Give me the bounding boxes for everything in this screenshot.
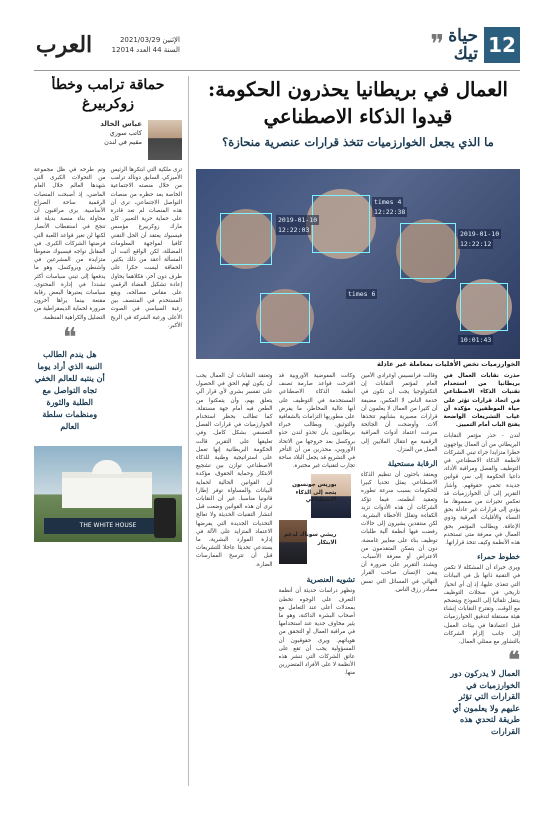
face-box [260,293,310,343]
masthead [34,24,520,66]
opinion-text-1: ترى ملكية التي ابتكرها الرئيس الأميركي السابق دونالد ترامب من خلال منصته الاجتماعية الخاصة بعد حظره من منصات التواصل الاجتماعي، ترى أن هذه المنصات لم تعد قادرة على حماية حرية التعبير. كان مارك زوكربيرغ مؤسس فيسبوك يعتقد أن الحل التقني كافيا لمواجهة المعلومات المضللة، لكن الواقع أثبت أن المسألة أعقد من ذلك بكثير. الحماقة ليست حكرا على طرف دون آخر، فكلاهما يحاول إعادة تشكيل الفضاء الرقمي على مقاس مصالحه، ويقع المستخدم في المنتصف بين رغبة السياسي في الصوت الأعلى ورغبة الشركة في الربح الأكبر. [110,167,182,329]
face-box [220,213,272,265]
body-col-4 [196,372,273,788]
main-article [196,76,520,788]
side-quote [444,647,521,737]
issue-date: الإثنين 2021/03/29 [119,36,180,44]
article-subhead: ما الذي يجعل الخوارزميات تتخذ قرارات عنصرية منحازة؟ [222,135,494,149]
portrait-caption: ريشي سوناك لدعم الابتكار [284,532,337,546]
quote-icon: ❝ [62,322,77,353]
quote-marks-icon: ❞ [430,30,445,60]
quote-icon: ❝ [508,647,520,674]
article-lead: حذرت نقابات العمال في بريطانيا من استخدام تقنيات الذكاء الاصطناعي في اتخاذ قرارات تؤثر على حياة الموظفين، مؤكدة أن غياب التشريعات الواضحة يفتح الباب أمام التمييز. [443,373,520,429]
author-photo [148,120,182,160]
body-text: وقالت فرانسيس أوغرادي الأمين العام لمؤتمر النقابات إن التكنولوجيا يجب أن تكون في خدمة الناس لا العكس، مضيفة أن كثيرا من العمال لا يعلمون أن قرارات مصيرية بشأنهم تتخذها آلات. وأوضحت أن الجائحة سرعت اعتماد أدوات المراقبة الرقمية مع انتقال الملايين إلى العمل من المنزل. [361,373,438,453]
body-text: وتظهر دراسات حديثة أن أنظمة التعرف على الوجوه تخطئ بمعدلات أعلى عند التعامل مع أصحاب البشرة الداكنة، وهو ما يثير مخاوف جدية عند استخدامها في مراقبة العمال أو التحقق من هوياتهم. ويرى حقوقيون أن المسؤولية يجب أن تقع على عاتق الشركات التي تنشر هذه الأنظمة لا على الأفراد المتضررين منها. [278,588,355,677]
article-body [196,372,520,788]
issue-info [100,35,180,55]
section-heading: خطوط حمراء [477,552,520,562]
phone-shape [154,498,176,538]
opinion-column [34,76,182,786]
section-heading: تشويه العنصرية [306,575,355,585]
author-name: عباس الخالد [100,120,142,128]
body-text: ويرى خبراء أن المشكلة لا تكمن في التقنية ذاتها بل في البيانات التي تتغذى عليها، إذ إن أي انحياز تاريخي في سجلات التوظيف ينتقل تلقائيا إلى النموذج ويتضخم مع الوقت. وتقترح النقابات إنشاء هيئة مستقلة لتدقيق الخوارزميات قبل اعتمادها في بيئات العمل، إلى جانب إلزام الشركات بالتشاور مع ممثلي العمال. [443,565,520,646]
photo-tag: 12:22:38 [374,208,406,216]
photo-tag: 12:22:12 [460,240,492,248]
face-box [400,223,456,279]
white-house-photo [34,446,182,542]
section-name [448,27,478,63]
opinion-text-2: وتم طرحه في ظل مجموعة من التحولات الكبرى التي شهدها العالم خلال العام الماضي، إذ أصبحت المنصات الرقمية ساحة الصراع الأساسية. يرى مراقبون أن محاولة بناء منصة بديلة قد تنجح في استقطاب الأنصار لكنها لن تغير قواعد اللعبة التي فرضتها الشركات الكبرى. في المقابل تواجه فيسبوك ضغوطا متزايدة من المشرعين في واشنطن وبروكسل، وهو ما يدفعها إلى تبني سياسات أكثر تشددا في إدارة المحتوى، سياسات يعتبرها البعض رقابة مقنعة بينما يراها آخرون ضرورة لحماية الديمقراطية من التضليل والكراهية المنظمة. [34,167,106,321]
issue-number: السنة 44 العدد 12014 [111,46,180,54]
column-divider [188,76,189,786]
photo-tag: 10:01:43 [460,336,492,344]
opinion-col-2 [34,166,106,438]
body-text: وتعتقد النقابات أن العمال يجب أن يكون لهم الحق في الحصول على تفسير بشري لأي قرار آلي يتعلق بهم، وأن يتمكنوا من الطعن فيه أمام جهة مستقلة. كما تطالب بحظر استخدام الخوارزميات في قرارات الفصل التعسفي بشكل كامل. وفي تعليقها على التقرير قالت الحكومة البريطانية إنها تعمل على استراتيجية وطنية للذكاء الاصطناعي توازن بين تشجيع الابتكار وحماية الحقوق، مؤكدة أن القوانين الحالية لحماية البيانات والمساواة توفر إطارا قانونيا مناسبا. غير أن النقابات ترى أن هذه القوانين وضعت قبل انتشار التقنيات الحديثة ولا تعالج التحديات الجديدة التي يفرضها الاعتماد المتزايد على الآلة في إدارة الموارد البشرية، ما يستدعي تحديثا عاجلا للتشريعات قبل أن تترسخ الممارسات الضارة. [196,373,273,568]
photo-tag: 12:22:03 [278,226,310,234]
body-col-1 [444,372,521,788]
article-headline: العمال في بريطانيا يحذرون الحكومة: قيدوا الذكاء الاصطناعي [208,78,508,128]
opinion-title: حماقة ترامب وخطأ زوكربيرغ [51,77,165,112]
author-block [34,120,182,160]
body-text: وكانت المفوضية الأوروبية قد اقترحت قواعد صارمة تصنف أنظمة الذكاء الاصطناعي المستخدمة في التوظيف على أنها عالية المخاطر، ما يفرض على مطوريها التزامات بالشفافية والتوثيق. ويطالب خبراء بريطانيون بأن تحذو لندن حذو بروكسل بعد خروجها من الاتحاد الأوروبي، محذرين من أن التأخر في التشريع قد يجعل البلاد ساحة تجارب لتقنيات غير مختبرة. [278,373,355,470]
author-meta [100,120,142,147]
portrait-caption: بوريس جونسون يتجه إلى الذكاء الاصطناعي [292,482,337,504]
body-text: لندن - حذر مؤتمر النقابات البريطاني من أن العمال يواجهون خطرا متزايدا جراء تبني الشركات لأنظمة الذكاء الاصطناعي في التوظيف والفصل ومراقبة الأداء، داعيا الحكومة إلى سن قوانين جديدة تحمي حقوقهم. وأشار التقرير إلى أن الخوارزميات قد تعكس تحيزات من صمموها، ما يؤدي إلى قرارات غير عادلة بحق النساء والأقليات العرقية وذوي الإعاقة. ويطالب المؤتمر بحق العمال في معرفة متى تستخدم هذه الأنظمة وكيف تتخذ قراراتها. [443,433,520,547]
section-line2: تيك [453,44,478,64]
body-col-3 [279,372,356,788]
author-role: كاتب سوري [109,129,142,137]
body-col-2 [361,372,438,788]
page-number: 12 [484,27,520,63]
opinion-body [34,166,182,438]
photo-tag: 4 times [374,198,402,206]
opinion-col-1 [111,166,183,438]
house-shape [62,472,152,508]
facial-recognition-photo [196,169,520,359]
face-box [312,195,370,253]
pullquote-text: هل يندم الطالب النبيه الذي أراد يوما أن ينتبه للعالم الخفي تجاه التواصل مع الطلبة والثورة ومنظمات سلطة العالم [34,348,105,431]
top-rule [34,70,520,71]
newspaper-logo: العرب [35,32,93,58]
section-heading: الرقابة مستحيلة [387,459,438,469]
opinion-pullquote [34,322,106,432]
photo-tag: 6 times [348,290,376,298]
section-line1: حياة [448,26,478,46]
portraits-block [279,474,356,570]
photo-tag: 2019-01-10 [278,216,318,224]
photo-tag: 2019-01-10 [460,230,500,238]
photo-caption: الخوارزميات تخص الأقليات بمعاملة غير عادلة [377,360,520,368]
side-quote-text: العمال لا يدركون دور الخوارزميات في القرارات التي تؤثر عليهم ولا يعلمون أي طريقة لتحدي هذه القرارات [450,668,520,736]
author-extra: مقيم في لندن [104,138,142,146]
face-box [460,283,508,331]
white-house-sign: THE WHITE HOUSE [44,518,172,534]
body-text: ويعتقد باحثون أن تنظيم الذكاء الاصطناعي يمثل تحديا كبيرا للحكومات بسبب سرعة تطوره وتعقيد أنظمته، فيما تؤكد الشركات أن هذه الأدوات تزيد الكفاءة وتقلل الأخطاء البشرية. لكن منتقدين يشيرون إلى حالات رفضت فيها أنظمة آلية طلبات توظيف بناء على معايير غامضة، دون أن يتمكن المتقدمون من الاعتراض أو معرفة الأسباب. ويشدد التقرير على ضرورة أن يبقى الإنسان صاحب القرار النهائي في المسائل التي تمس مصادر رزق الناس. [361,472,438,593]
